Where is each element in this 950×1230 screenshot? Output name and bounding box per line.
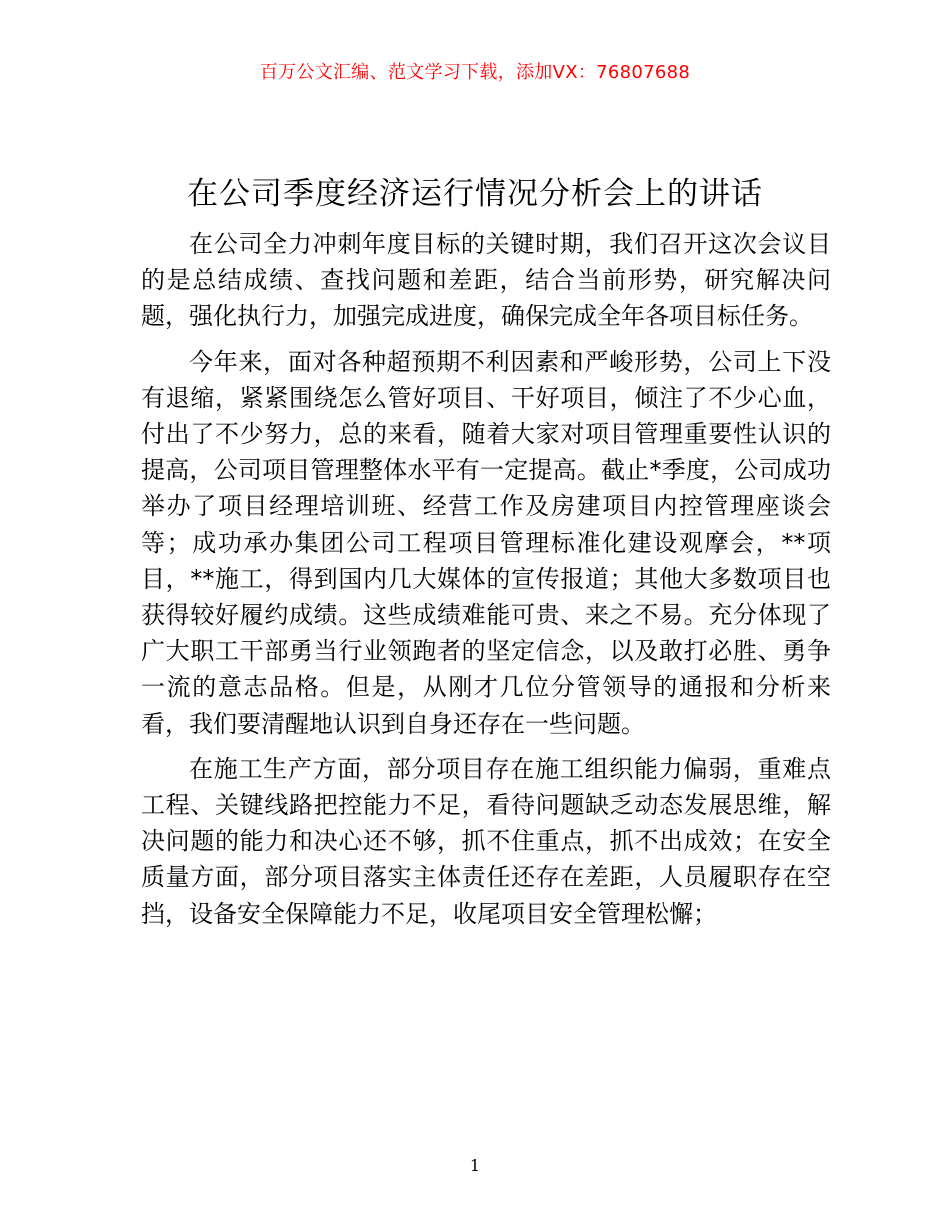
- paragraph-1: 在公司全力冲刺年度目标的关键时期，我们召开这次会议目的是总结成绩、查找问题和差距，结合当前形势，研究解决问题，强化执行力，加强完成进度，确保完成全年各项目标任务。: [141, 230, 831, 331]
- paragraph-3: 在施工生产方面，部分项目存在施工组织能力偏弱，重难点工程、关键线路把控能力不足，看待问题缺乏动态发展思维，解决问题的能力和决心还不够，抓不住重点，抓不出成效；在安全质量方面，部分项目落实主体责任还存在差距，人员履职存在空挡，设备安全保障能力不足，收尾项目安全管理松懈；: [141, 754, 831, 928]
- document-body: [141, 226, 831, 941]
- paragraph-2: 今年来，面对各种超预期不利因素和严峻形势，公司上下没有退缩，紧紧围绕怎么管好项目、干好项目，倾注了不少心血，付出了不少努力，总的来看，随着大家对项目管理重要性认识的提高，公司项目管理整体水平有一定提高。截止*季度，公司成功举办了项目经理培训班、经营工作及房建项目内控管理座谈会等；成功承办集团公司工程项目管理标准化建设观摩会，**项目，**施工，得到国内几大媒体的宣传报道；其他大多数项目也获得较好履约成绩。这些成绩难能可贵、来之不易。充分体现了广大职工干部勇当行业领跑者的坚定信念，以及敢打必胜、勇争一流的意志品格。但是，从刚才几位分管领导的通报和分析来看，我们要清醒地认识到自身还存在一些问题。: [141, 347, 831, 738]
- header-watermark-note: 百万公文汇编、范文学习下载，添加VX：76807688: [259, 62, 691, 83]
- page-number: 1: [469, 1156, 481, 1175]
- document-title: 在公司季度经济运行情况分析会上的讲话: [187, 176, 763, 212]
